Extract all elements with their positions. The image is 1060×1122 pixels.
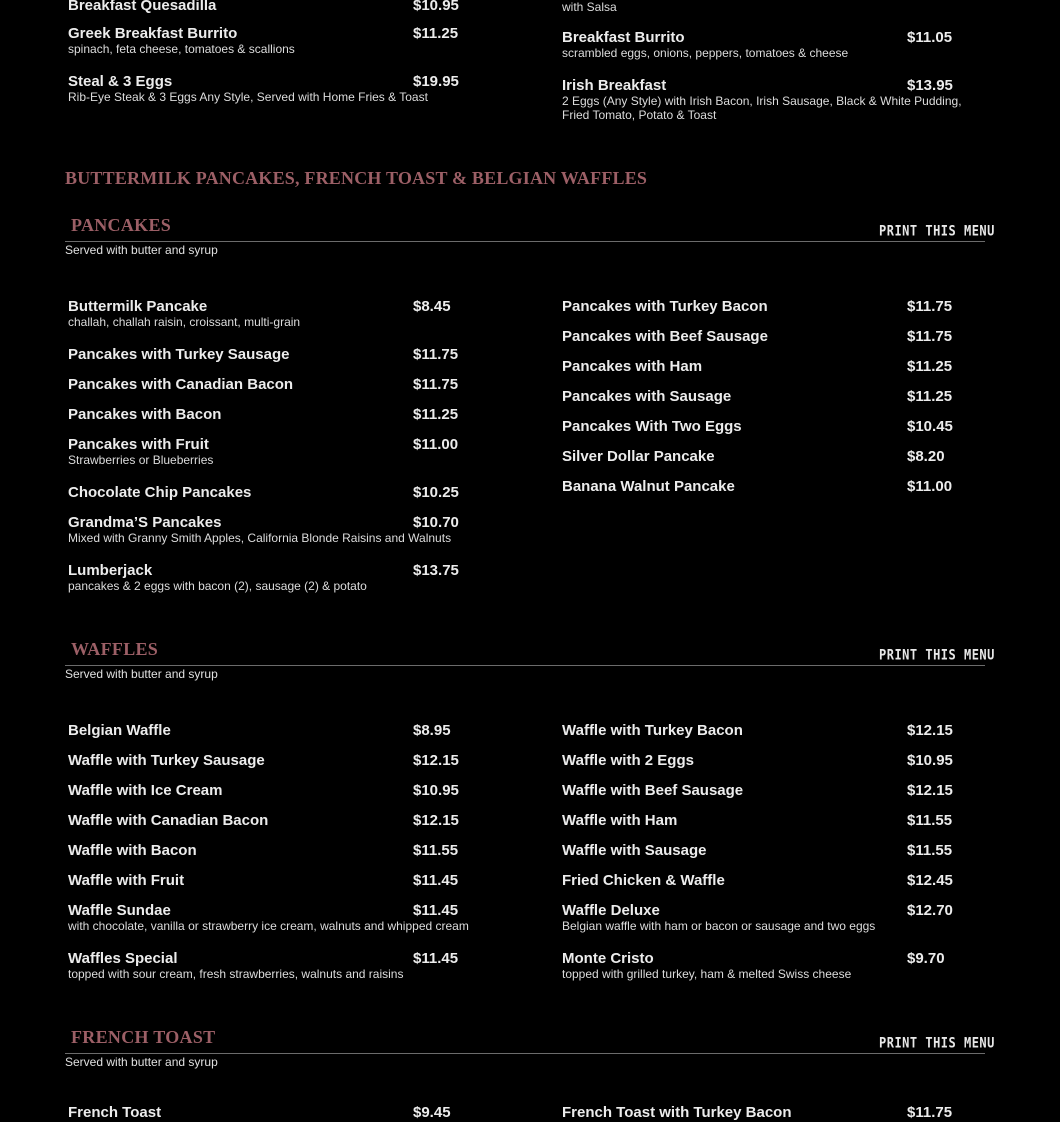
item-price: $13.75 [413, 562, 459, 579]
item-description: challah, challah raisin, croissant, multi-grain [68, 315, 301, 329]
print-menu-button[interactable]: PRINT THIS MENU [879, 1035, 995, 1052]
item-price: $11.55 [907, 842, 953, 859]
item-name: Breakfast Quesadilla [68, 0, 217, 14]
item-description: with chocolate, vanilla or strawberry ice cream, walnuts and whipped cream [68, 919, 469, 933]
category-title: BUTTERMILK PANCAKES, FRENCH TOAST & BELGIAN WAFFLES [65, 168, 648, 188]
item-price: $11.75 [413, 376, 459, 393]
section-subtitle: Served with butter and syrup [65, 243, 218, 257]
item-name: Pancakes with Canadian Bacon [68, 376, 294, 393]
item-name: Waffle with Sausage [562, 842, 707, 859]
item-price: $11.75 [907, 298, 953, 315]
section-divider [65, 1053, 985, 1054]
item-name: Waffle with Turkey Sausage [68, 752, 265, 769]
item-name: Waffles Special [68, 950, 178, 967]
item-price: $10.25 [413, 484, 459, 501]
item-price: $10.95 [413, 0, 459, 14]
item-name: Monte Cristo [562, 950, 654, 967]
section-subtitle: Served with butter and syrup [65, 1055, 218, 1069]
item-name: Waffle with Bacon [68, 842, 197, 859]
item-price: $11.75 [907, 328, 953, 345]
item-name: Chocolate Chip Pancakes [68, 484, 252, 501]
item-name: Lumberjack [68, 562, 153, 579]
item-name: Irish Breakfast [562, 77, 667, 94]
item-description: topped with grilled turkey, ham & melted Swiss cheese [562, 967, 852, 981]
item-name: Steal & 3 Eggs [68, 73, 173, 90]
item-description: spinach, feta cheese, tomatoes & scallions [68, 42, 295, 56]
item-price: $10.95 [907, 752, 953, 769]
item-description: Mixed with Granny Smith Apples, California Blonde Raisins and Walnuts [68, 531, 452, 545]
print-menu-button[interactable]: PRINT THIS MENU [879, 647, 995, 664]
item-price: $13.95 [907, 77, 953, 94]
item-price: $12.15 [907, 722, 953, 739]
item-price: $11.45 [413, 872, 459, 889]
item-description: Strawberries or Blueberries [68, 453, 214, 467]
item-price: $11.75 [413, 346, 459, 363]
item-name: Pancakes with Fruit [68, 436, 209, 453]
item-price: $12.15 [413, 812, 459, 829]
item-price: $11.00 [413, 436, 459, 453]
print-menu-button[interactable]: PRINT THIS MENU [879, 223, 995, 240]
item-price: $8.45 [413, 298, 451, 315]
item-price: $11.00 [907, 478, 953, 495]
item-name: Pancakes with Sausage [562, 388, 732, 405]
item-description-fragment: with Salsa [562, 0, 617, 14]
item-name: Silver Dollar Pancake [562, 448, 715, 465]
item-name: Waffle with 2 Eggs [562, 752, 694, 769]
section-subtitle: Served with butter and syrup [65, 667, 218, 681]
item-price: $10.70 [413, 514, 459, 531]
item-description: topped with sour cream, fresh strawberries, walnuts and raisins [68, 967, 404, 981]
item-price: $9.45 [413, 1104, 451, 1121]
item-price: $19.95 [413, 73, 459, 90]
section-title-pancakes: PANCAKES [71, 215, 172, 235]
item-name: Waffle with Canadian Bacon [68, 812, 269, 829]
item-name: French Toast with Turkey Bacon [562, 1104, 792, 1121]
item-name: Pancakes with Beef Sausage [562, 328, 768, 345]
item-name: Waffle with Fruit [68, 872, 185, 889]
item-price: $12.15 [907, 782, 953, 799]
item-price: $9.70 [907, 950, 945, 967]
item-name: Greek Breakfast Burrito [68, 25, 238, 42]
item-price: $11.75 [907, 1104, 953, 1121]
item-name: Waffle with Turkey Bacon [562, 722, 743, 739]
item-name: Waffle with Ice Cream [68, 782, 223, 799]
item-description: pancakes & 2 eggs with bacon (2), sausage (2) & potato [68, 579, 367, 593]
item-price: $11.45 [413, 950, 459, 967]
item-name: French Toast [68, 1104, 162, 1121]
item-name: Banana Walnut Pancake [562, 478, 735, 495]
item-price: $11.45 [413, 902, 459, 919]
item-name: Waffle with Beef Sausage [562, 782, 744, 799]
item-name: Breakfast Burrito [562, 29, 685, 46]
item-price: $8.95 [413, 722, 451, 739]
item-name: Grandma’S Pancakes [68, 514, 222, 531]
item-price: $12.70 [907, 902, 953, 919]
section-title-french-toast: FRENCH TOAST [71, 1027, 216, 1047]
item-price: $11.55 [413, 842, 459, 859]
item-price: $11.25 [907, 358, 953, 375]
item-name: Waffle Deluxe [562, 902, 660, 919]
item-price: $10.45 [907, 418, 953, 435]
item-name: Waffle Sundae [68, 902, 171, 919]
item-name: Belgian Waffle [68, 722, 171, 739]
item-price: $11.55 [907, 812, 953, 829]
item-name: Buttermilk Pancake [68, 298, 208, 315]
item-description: 2 Eggs (Any Style) with Irish Bacon, Irish Sausage, Black & White Pudding, Fried Tomato, Potato & Toast [562, 94, 962, 122]
item-price: $10.95 [413, 782, 459, 799]
item-price: $12.15 [413, 752, 459, 769]
item-name: Pancakes with Bacon [68, 406, 222, 423]
item-price: $11.25 [413, 25, 459, 42]
item-name: Waffle with Ham [562, 812, 678, 829]
item-name: Pancakes with Ham [562, 358, 703, 375]
item-price: $8.20 [907, 448, 945, 465]
section-title-waffles: WAFFLES [71, 639, 159, 659]
item-description: Belgian waffle with ham or bacon or sausage and two eggs [562, 919, 876, 933]
item-price: $11.25 [907, 388, 953, 405]
section-divider [65, 665, 985, 666]
item-price: $11.05 [907, 29, 953, 46]
item-price: $11.25 [413, 406, 459, 423]
section-divider [65, 241, 985, 242]
item-description: scrambled eggs, onions, peppers, tomatoes & cheese [562, 46, 849, 60]
item-name: Pancakes with Turkey Sausage [68, 346, 290, 363]
item-name: Pancakes with Turkey Bacon [562, 298, 768, 315]
item-description: Rib-Eye Steak & 3 Eggs Any Style, Served with Home Fries & Toast [68, 90, 428, 104]
item-name: Fried Chicken & Waffle [562, 872, 725, 889]
item-name: Pancakes With Two Eggs [562, 418, 742, 435]
item-price: $12.45 [907, 872, 953, 889]
